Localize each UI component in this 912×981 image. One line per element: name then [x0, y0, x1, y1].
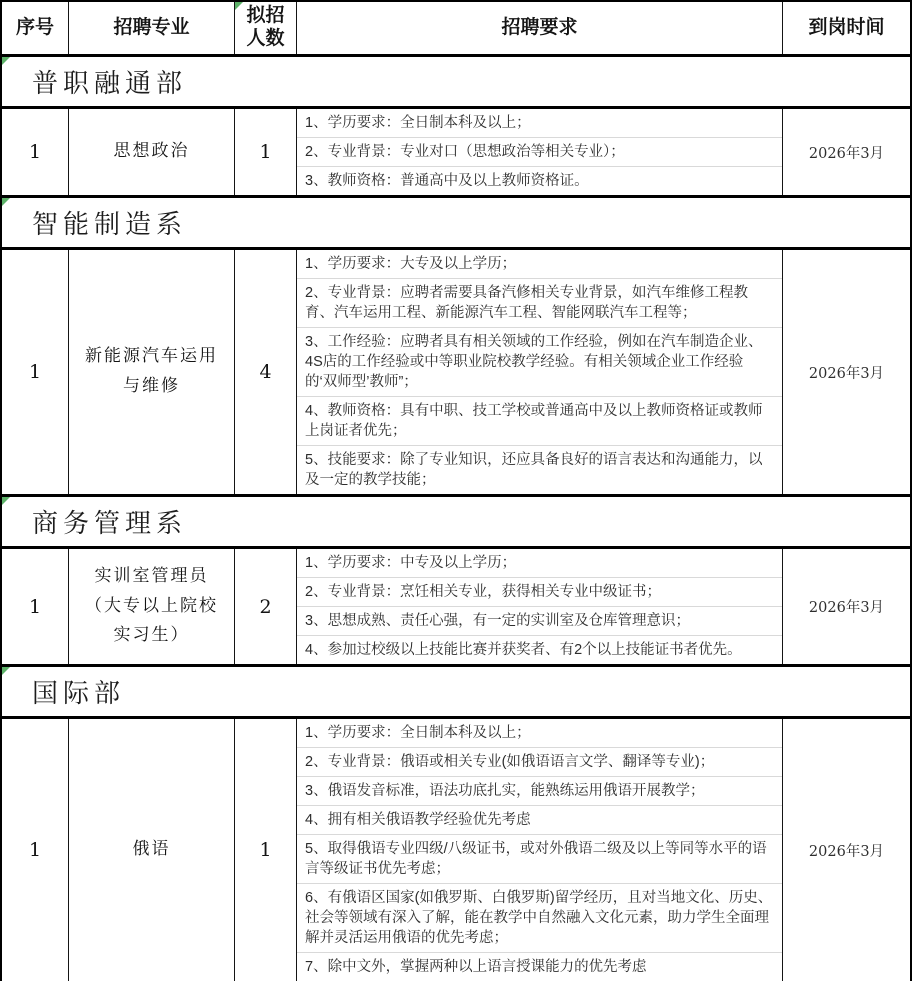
requirements-cell	[297, 109, 783, 195]
green-corner-mark-icon	[2, 57, 10, 65]
requirement-item: 3、教师资格：普通高中及以上教师资格证。	[297, 166, 782, 195]
arrival-date-cell: 2026年3月	[808, 365, 885, 382]
table-row	[2, 250, 910, 494]
serial-cell: 1	[2, 250, 69, 494]
count-cell: 4	[235, 250, 297, 494]
arrival-date-cell: 2026年3月	[808, 843, 885, 860]
major-cell: 实训室管理员（大专以上院校实习生）	[69, 549, 235, 664]
requirement-item: 4、教师资格：具有中职、技工学校或普通高中及以上教师资格证或教师上岗证者优先；	[297, 396, 782, 445]
section-band-1: 智能制造系	[2, 195, 910, 250]
requirement-item: 4、拥有相关俄语教学经验优先考虑	[297, 805, 782, 834]
requirements-cell	[297, 250, 783, 494]
column-header-serial: 序号	[2, 2, 69, 54]
serial-cell: 1	[2, 719, 69, 981]
requirement-item: 6、有俄语区国家(如俄罗斯、白俄罗斯)留学经历，且对当地文化、历史、社会等领域有深入了解，能在教学中自然融入文化元素，助力学生全面理解并灵活运用俄语的优先考虑；	[297, 883, 782, 952]
requirements-cell	[297, 549, 783, 664]
major-cell: 新能源汽车运用与维修	[69, 250, 235, 494]
major-cell: 俄语	[69, 719, 235, 981]
column-header-major: 招聘专业	[69, 2, 235, 54]
requirement-item: 1、学历要求：全日制本科及以上；	[305, 115, 531, 131]
serial-cell: 1	[2, 549, 69, 664]
major-cell: 思想政治	[69, 109, 235, 195]
count-cell: 2	[235, 549, 297, 664]
arrival-date-cell: 2026年3月	[808, 145, 885, 162]
green-corner-mark-icon	[2, 497, 10, 505]
arrival-date-cell: 2026年3月	[808, 600, 885, 616]
requirements-cell	[297, 719, 783, 981]
table-header-row	[2, 2, 910, 54]
table-row	[2, 109, 910, 195]
section-band-3: 国际部	[2, 664, 910, 719]
table-row	[2, 719, 910, 981]
section-band-2: 商务管理系	[2, 494, 910, 549]
requirement-item: 2、专业背景：专业对口（思想政治等相关专业）；	[297, 137, 782, 166]
requirement-item: 1、学历要求：大专及以上学历；	[305, 256, 517, 272]
requirement-item: 2、专业背景：俄语或相关专业(如俄语语言文学、翻译等专业)；	[297, 747, 782, 776]
requirement-item: 1、学历要求：全日制本科及以上；	[305, 725, 531, 741]
column-header-arrival: 到岗时间	[808, 16, 885, 38]
requirement-item: 4、参加过校级以上技能比赛并获奖者、有2个以上技能证书者优先。	[297, 635, 782, 664]
requirement-item: 5、取得俄语专业四级/八级证书，或对外俄语二级及以上等同等水平的语言等级证书优先考虑；	[297, 834, 782, 883]
green-corner-mark-icon	[2, 667, 10, 675]
table-row	[2, 549, 910, 664]
requirement-item: 3、工作经验：应聘者具有相关领域的工作经验，例如在汽车制造企业、4S店的工作经验或中等职业院校教学经验。有相关领域企业工作经验的‘双师型’教师”；	[297, 327, 782, 396]
requirement-item: 3、思想成熟、责任心强，有一定的实训室及仓库管理意识；	[297, 606, 782, 635]
green-corner-mark-icon	[235, 2, 243, 10]
column-header-requirements: 招聘要求	[297, 2, 783, 54]
requirement-item: 2、专业背景：烹饪相关专业，获得相关专业中级证书；	[297, 577, 782, 606]
requirement-item: 2、专业背景：应聘者需要具备汽修相关专业背景，如汽车维修工程教育、汽车运用工程、新能源汽车工程、智能网联汽车工程等；	[297, 278, 782, 327]
section-band-0: 普职融通部	[2, 54, 910, 109]
count-cell: 1	[235, 109, 297, 195]
column-header-count: 拟招人数	[235, 2, 297, 54]
requirement-item: 1、学历要求：中专及以上学历；	[305, 555, 517, 571]
green-corner-mark-icon	[2, 198, 10, 206]
requirement-item: 7、除中文外，掌握两种以上语言授课能力的优先考虑	[297, 952, 782, 981]
requirement-item: 3、俄语发音标准，语法功底扎实，能熟练运用俄语开展教学；	[297, 776, 782, 805]
requirement-item: 5、技能要求：除了专业知识，还应具备良好的语言表达和沟通能力，以及一定的教学技能；	[297, 445, 782, 494]
count-cell: 1	[235, 719, 297, 981]
serial-cell: 1	[2, 109, 69, 195]
